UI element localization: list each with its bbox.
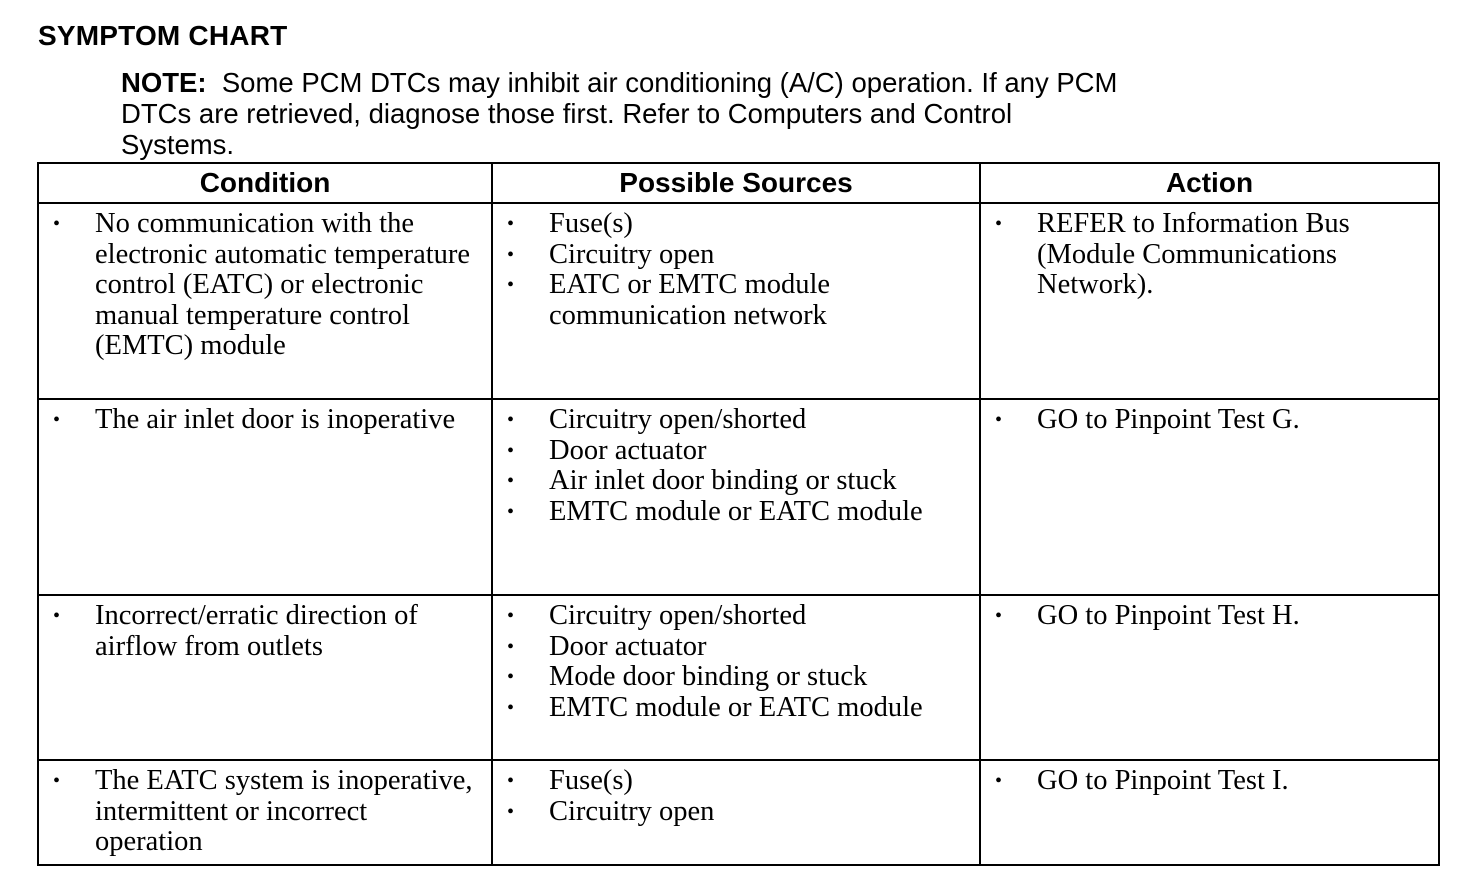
list-item (991, 766, 1428, 797)
possible-sources-list (493, 761, 979, 833)
possible-sources-cell (492, 595, 980, 760)
list-item-text: GO to Pinpoint Test H. (1037, 600, 1300, 631)
action-cell (980, 595, 1439, 760)
list-item (503, 466, 969, 497)
list-item-text: Fuse(s) (549, 208, 633, 239)
note-line-2: DTCs are retrieved, diagnose those first. Refer to Computers and Control (121, 98, 1013, 129)
possible-sources-list (493, 400, 979, 533)
action-cell (980, 399, 1439, 595)
bullet-icon: • (507, 409, 515, 431)
list-item (503, 662, 969, 693)
bullet-icon: • (507, 770, 515, 792)
list-item (991, 209, 1428, 301)
list-item (49, 766, 481, 858)
list-item-text: REFER to Information Bus (Module Communications Network). (1037, 208, 1350, 300)
list-item-text: Door actuator (549, 434, 707, 466)
bullet-icon: • (507, 666, 515, 688)
bullet-icon: • (507, 274, 515, 296)
list-item (503, 270, 969, 331)
bullet-icon: • (53, 213, 61, 235)
list-item (503, 436, 969, 467)
list-item-text: GO to Pinpoint Test G. (1037, 404, 1300, 435)
bullet-icon: • (995, 409, 1003, 431)
list-item-text: Circuitry open (549, 795, 715, 827)
bullet-icon: • (995, 770, 1003, 792)
list-item (503, 497, 969, 528)
note-text-1: Some PCM DTCs may inhibit air conditioning (A/C) operation. If any PCM (221, 67, 1118, 98)
list-item (49, 405, 481, 436)
condition-cell (38, 399, 492, 595)
bullet-icon: • (507, 605, 515, 627)
list-item (503, 766, 969, 797)
list-item-text: EATC or EMTC module communication network (549, 269, 831, 331)
list-item-text: EMTC module or EATC module (549, 691, 923, 723)
list-item-text: Circuitry open/shorted (549, 600, 807, 631)
list-item-text: Circuitry open/shorted (549, 404, 807, 435)
list-item-text: Air inlet door binding or stuck (549, 465, 897, 496)
condition-list (39, 761, 491, 864)
possible-sources-cell (492, 760, 980, 865)
possible-sources-cell (492, 203, 980, 399)
list-item (503, 405, 969, 436)
condition-cell (38, 760, 492, 865)
list-item (49, 601, 481, 662)
bullet-icon: • (507, 439, 515, 462)
header-condition: Condition (38, 163, 492, 203)
table-row (38, 760, 1439, 865)
condition-cell (38, 203, 492, 399)
condition-list (39, 596, 491, 668)
table-header-row (38, 163, 1439, 203)
list-item-text: Fuse(s) (549, 765, 633, 796)
action-cell (980, 760, 1439, 865)
list-item-text: Circuitry open (549, 238, 715, 270)
list-item (991, 405, 1428, 436)
bullet-icon: • (995, 213, 1003, 235)
note-paragraph (121, 67, 1281, 160)
action-list (981, 204, 1438, 307)
list-item (503, 240, 969, 271)
bullet-icon: • (53, 605, 61, 627)
list-item-text: Incorrect/erratic direction of airflow from outlets (95, 600, 418, 662)
table-row (38, 399, 1439, 595)
note-label: NOTE: (121, 67, 207, 98)
list-item-text: The air inlet door is inoperative (95, 404, 456, 435)
condition-cell (38, 595, 492, 760)
bullet-icon: • (507, 800, 515, 823)
header-possible-sources: Possible Sources (492, 163, 980, 203)
possible-sources-cell (492, 399, 980, 595)
list-item (503, 797, 969, 828)
header-action: Action (980, 163, 1439, 203)
list-item (991, 601, 1428, 632)
list-item (49, 209, 481, 362)
action-cell (980, 203, 1439, 399)
action-list (981, 400, 1438, 442)
note-line-1 (121, 67, 1281, 98)
list-item-text: Door actuator (549, 630, 707, 662)
condition-list (39, 400, 491, 442)
list-item (503, 632, 969, 663)
note-line-3: Systems. (121, 129, 235, 160)
condition-list (39, 204, 491, 368)
possible-sources-list (493, 204, 979, 337)
list-item (503, 693, 969, 724)
list-item-text: EMTC module or EATC module (549, 495, 923, 527)
list-item (503, 209, 969, 240)
bullet-icon: • (507, 243, 515, 266)
symptom-table (37, 162, 1440, 866)
table-row (38, 595, 1439, 760)
bullet-icon: • (995, 605, 1003, 627)
list-item (503, 601, 969, 632)
table-row (38, 203, 1439, 399)
bullet-icon: • (53, 770, 61, 792)
page-title: SYMPTOM CHART (38, 20, 288, 51)
action-list (981, 761, 1438, 803)
list-item-text: GO to Pinpoint Test I. (1037, 765, 1289, 796)
bullet-icon: • (507, 213, 515, 235)
list-item-text: The EATC system is inoperative, intermittent or incorrect operation (95, 765, 473, 857)
action-list (981, 596, 1438, 638)
list-item-text: No communication with the electronic automatic temperature control (EATC) or electronic manual temperature control (EMTC) module (95, 208, 471, 361)
bullet-icon: • (53, 409, 61, 431)
bullet-icon: • (507, 470, 515, 492)
possible-sources-list (493, 596, 979, 729)
bullet-icon: • (507, 696, 515, 719)
bullet-icon: • (507, 500, 515, 523)
bullet-icon: • (507, 635, 515, 658)
list-item-text: Mode door binding or stuck (549, 661, 868, 692)
